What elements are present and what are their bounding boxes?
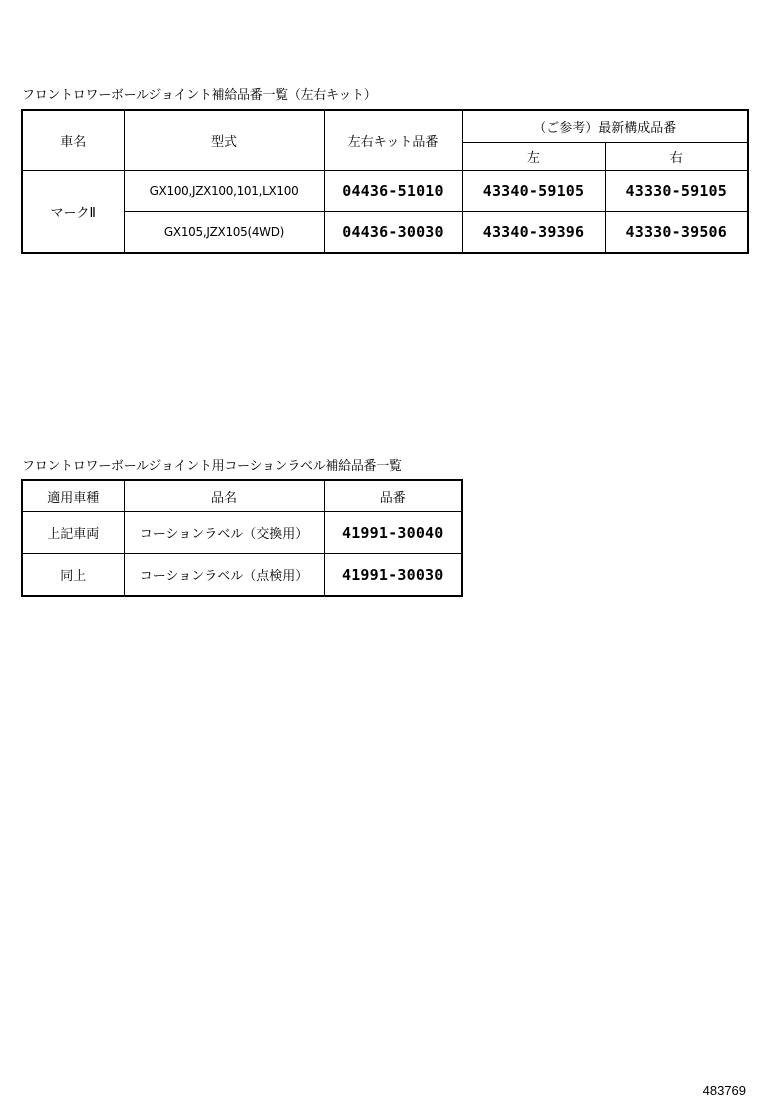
right-part-number: 43330-39506 [605,212,748,254]
left-part-number: 43340-39396 [462,212,605,254]
applicable-cell: 同上 [22,554,124,597]
caution-label-table [21,479,463,597]
model-cell: GX100,JZX100,101,LX100 [124,171,324,212]
kit-part-number: 04436-30030 [324,212,462,254]
header-right: 右 [605,143,748,171]
applicable-cell: 上記車両 [22,512,124,554]
header-vehicle: 車名 [22,110,124,171]
header-model: 型式 [124,110,324,171]
kit-part-number: 04436-51010 [324,171,462,212]
header-number: 品番 [324,480,462,512]
header-left: 左 [462,143,605,171]
name-cell: コーションラベル（交換用） [124,512,324,554]
left-part-number: 43340-59105 [462,171,605,212]
header-applicable: 適用車種 [22,480,124,512]
table1-title: フロントロワーボールジョイント補給品番一覧（左右キット） [22,88,377,103]
model-cell: GX105,JZX105(4WD) [124,212,324,254]
header-reference: （ご参考）最新構成品番 [462,110,748,143]
table-row [22,212,748,254]
table-row [22,171,748,212]
ball-joint-kit-table [21,109,749,254]
header-name: 品名 [124,480,324,512]
table-row [22,554,462,597]
table2-title: フロントロワーボールジョイント用コーションラベル補給品番一覧 [22,459,402,474]
name-cell: コーションラベル（点検用） [124,554,324,597]
part-number-cell: 41991-30030 [324,554,462,597]
header-kit: 左右キット品番 [324,110,462,171]
page-id: 483769 [702,1083,746,1098]
right-part-number: 43330-59105 [605,171,748,212]
vehicle-name: マークⅡ [22,171,124,254]
part-number-cell: 41991-30040 [324,512,462,554]
table-row [22,512,462,554]
